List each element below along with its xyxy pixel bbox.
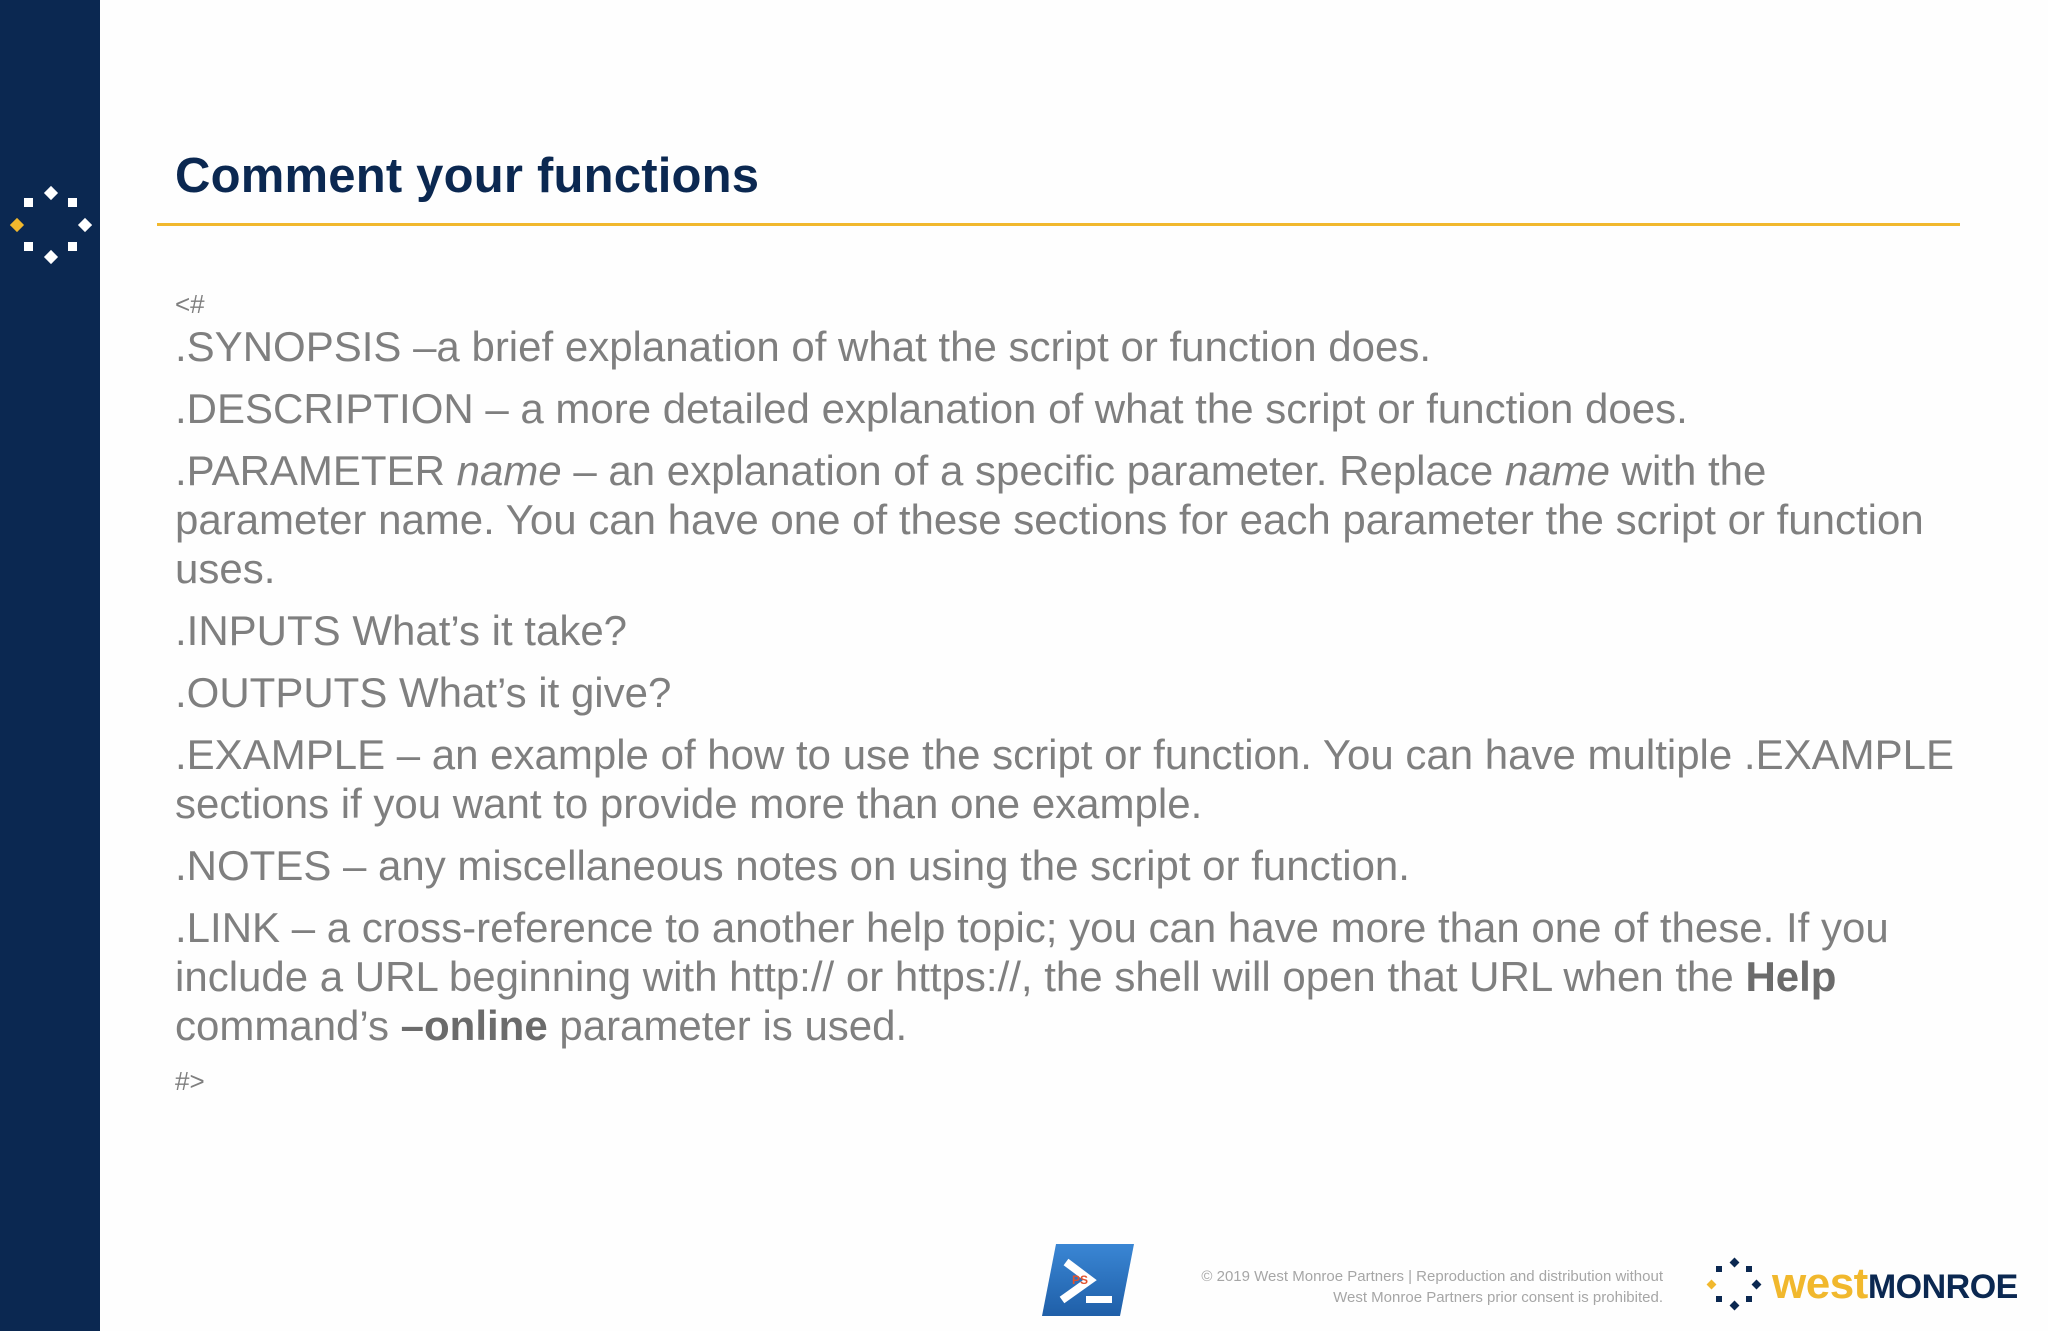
left-sidebar-band bbox=[0, 0, 100, 1331]
slide-title: Comment your functions bbox=[175, 149, 760, 203]
parameter-text-middle: – an explanation of a specific parameter. Replace bbox=[561, 447, 1505, 494]
parameter-name-italic-2: name bbox=[1504, 447, 1610, 494]
comment-close-delimiter: #> bbox=[175, 1066, 205, 1096]
link-text-start: .LINK – a cross-reference to another help topic; you can have more than one of these. If you include a URL beginning with http:// or https://, the shell will open that URL when the bbox=[175, 904, 1889, 1000]
online-parameter-bold: –online bbox=[400, 1002, 548, 1049]
copyright-line-2: West Monroe Partners prior consent is prohibited. bbox=[1333, 1289, 1663, 1306]
example-item: .EXAMPLE – an example of how to use the script or function. You can have multiple .EXAMPLE sections if you want to provide more than one example. bbox=[175, 731, 1954, 827]
inputs-item: .INPUTS What’s it take? bbox=[175, 607, 628, 654]
link-text-middle: command’s bbox=[175, 1002, 401, 1049]
synopsis-item: .SYNOPSIS –a brief explanation of what the script or function does. bbox=[175, 323, 1432, 370]
west-monroe-brand bbox=[1706, 1256, 2026, 1314]
brand-west: west bbox=[1772, 1259, 1868, 1308]
west-monroe-mark-icon bbox=[1706, 1256, 1762, 1312]
help-command-bold: Help bbox=[1745, 953, 1837, 1000]
description-item: .DESCRIPTION – a more detailed explanation of what the script or function does. bbox=[175, 385, 1688, 432]
notes-item: .NOTES – any miscellaneous notes on using the script or function. bbox=[175, 842, 1410, 889]
parameter-text-start: .PARAMETER bbox=[175, 447, 457, 494]
link-text-end: parameter is used. bbox=[547, 1002, 908, 1049]
link-item bbox=[175, 903, 1955, 1050]
copyright-notice bbox=[1070, 1266, 1663, 1308]
brand-monroe: MONROE bbox=[1867, 1268, 2018, 1306]
comment-open-delimiter: <# bbox=[175, 289, 205, 319]
west-monroe-dots-logo-icon bbox=[10, 184, 92, 266]
copyright-line-1: © 2019 West Monroe Partners | Reproduction and distribution without bbox=[1201, 1268, 1663, 1285]
parameter-text-end: with the parameter name. You can have one of these sections for each parameter the script or function uses. bbox=[175, 447, 1924, 592]
parameter-name-italic: name bbox=[456, 447, 562, 494]
parameter-item bbox=[175, 446, 1955, 593]
title-underline bbox=[157, 223, 1960, 226]
west-monroe-wordmark bbox=[1772, 1260, 2018, 1311]
comment-help-block bbox=[175, 286, 1955, 1099]
outputs-item: .OUTPUTS What’s it give? bbox=[175, 669, 672, 716]
svg-text:PS: PS bbox=[1072, 1273, 1089, 1287]
